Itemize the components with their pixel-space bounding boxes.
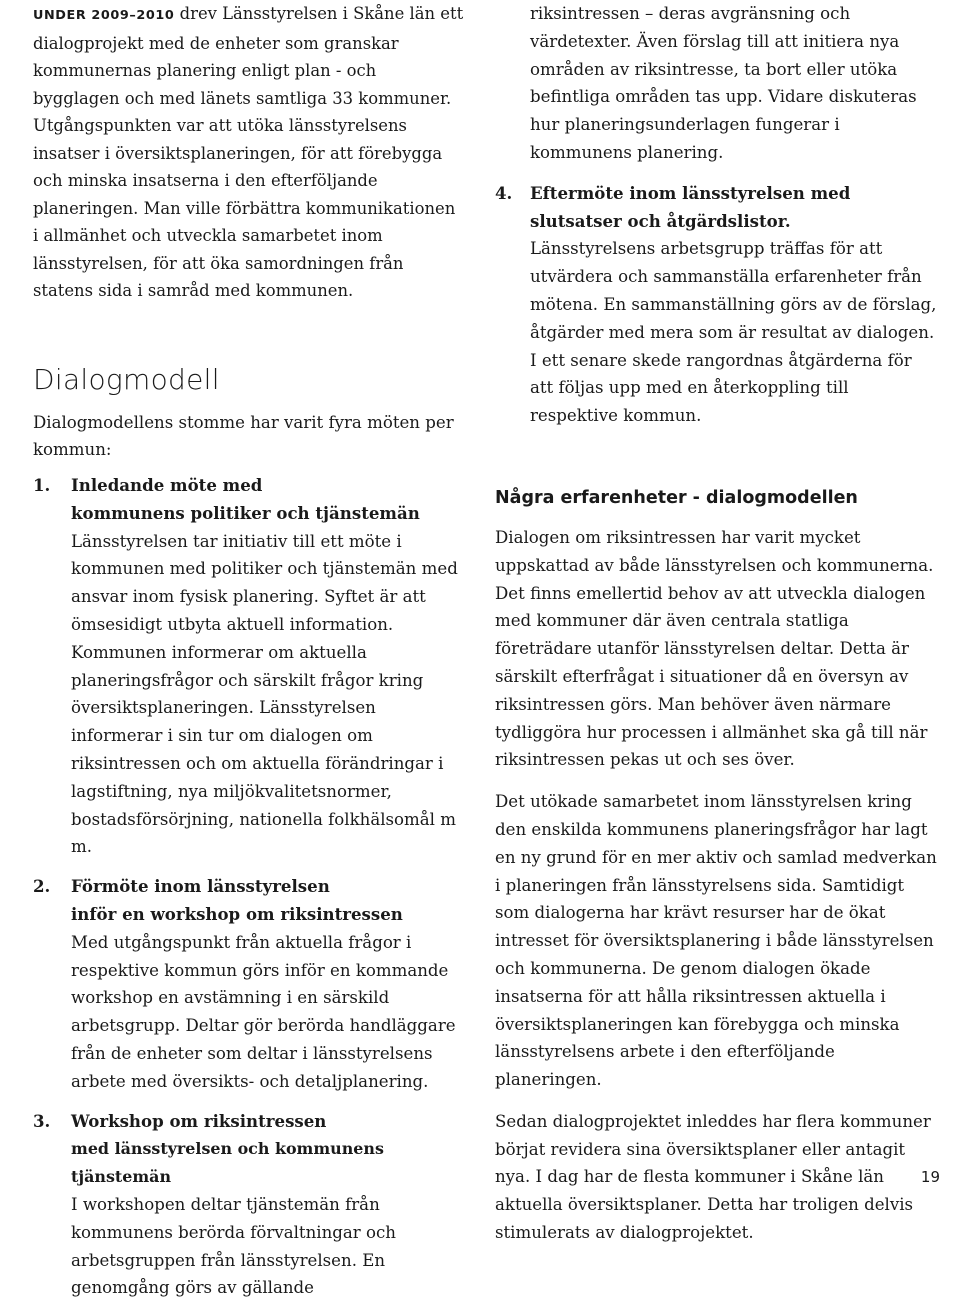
item-title [71,1108,465,1191]
model-item-2 [33,873,465,1095]
item-title-line: Workshop om riksintressen [71,1110,327,1131]
item-title-line: med länsstyrelsen och kommunens tjänstemän [71,1139,384,1187]
item-number: 1. [33,475,51,496]
erfarenheter-paragraph-2: Det utökade samarbetet inom länsstyrelsen kring den enskilda kommunens planeringsfrågor har lagt en ny grund för en mer aktiv och samlad medverkan i planeringen från länsstyrelsens sida. Samtidigt som dialogerna har krävt resurser har de ökat intresset för översiktsplanering i både länsstyrelsen och kommunerna. De genom dialogen ökade insatserna för att hålla riksintressen aktuella i översiktsplaneringen kan förebygga och minska länsstyrelsens arbete i den efterföljande planeringen. [495,792,937,1090]
left-column [33,0,465,1302]
item-body: I workshopen deltar tjänstemän från kommunens berörda förvaltningar och arbetsgruppen från länsstyrelsen. En genomgång görs av gällande [71,1195,396,1298]
item-number: 2. [33,876,51,897]
item-title-line: Inledande möte med [71,475,263,496]
model-item-3 [33,1108,465,1302]
item-body: Länsstyrelsens arbetsgrupp träffas för att utvärdera och sammanställa erfarenheter från mötena. En sammanställning görs av de förslag, åtgärder med mera som är resultat av dialogen. I ett senare skede rangordnas åtgärderna för att följas upp med en återkoppling till respektive kommun. [530,239,937,426]
page-number: 19 [920,1168,940,1186]
intro-text: drev Länsstyrelsen i Skåne län ett dialogprojekt med de enheter som granskar kommunernas planering enligt plan - och bygglagen och med länets samtliga 33 kommuner. Utgångspunkten var att utöka länsstyrelsens insatser i översiktsplaneringen, för att förebygga och minska insatserna i den efterföljande planeringen. Man ville förbättra kommunikationen i allmänhet och utveckla samarbetet inom länsstyrelsen, för att öka samordningen från statens sida i samråd med kommunen. [33,4,464,300]
item-number: 4. [495,182,513,203]
section-heading-dialogmodell: Dialogmodell [33,362,220,396]
section-heading-erfarenheter: Några erfarenheter - dialogmodellen [495,487,858,508]
intro-paragraph [33,0,465,305]
item-title [71,472,465,528]
item-number: 3. [33,1110,51,1131]
item-3-continued: riksintressen – deras avgränsning och värdetexter. Även förslag till att initiera nya områden av riksintresse, ta bort eller utöka befintliga områden tas upp. Vidare diskuteras hur planeringsunderlagen fungerar i kommunens planering. [530,4,917,162]
erfarenheter-paragraph-1: Dialogen om riksintressen har varit mycket uppskattad av både länsstyrelsen och kommunerna. Det finns emellertid behov av att utveckla dialogen med kommuner där även centrala statliga företrädare utanför länsstyrelsen deltar. Detta är särskilt efterfrågat i situationer då en översyn av riksintressen görs. Man behöver även närmare tydliggöra hur processen i allmänhet ska gå till när riksintressen pekas ut och ses över. [495,527,934,770]
item-title [71,873,465,929]
intro-label: UNDER 2009–2010 [33,8,175,23]
item-body: Med utgångspunkt från aktuella frågor i respektive kommun görs inför en kommande workshop en avstämning i en särskild arbetsgrupp. Deltar gör berörda handläggare från de enheter som deltar i länsstyrelsens arbete med översikts- och detaljplanering. [71,932,456,1091]
item-title-line: inför en workshop om riksintressen [71,904,403,925]
item-title-line: Förmöte inom länsstyrelsen [71,876,330,897]
item-title: Eftermöte inom länsstyrelsen med slutsatser och åtgärdslistor. [530,182,851,231]
dialogmodell-lead: Dialogmodellens stomme har varit fyra möten per kommun: [33,412,454,460]
model-item-4 [495,180,937,430]
erfarenheter-paragraph-3: Sedan dialogprojektet inleddes har flera kommuner börjat revidera sina översiktsplaner eller antagit nya. I dag har de flesta kommuner i Skåne län aktuella översiktsplaner. Detta har troligen delvis stimulerats av dialogprojektet. [495,1111,931,1243]
item-body: Länsstyrelsen tar initiativ till ett möte i kommunen med politiker och tjänstemän med ansvar inom fysisk planering. Syftet är att ömsesidigt utbyta aktuell information. Kommunen informerar om aktuella planeringsfrågor och särskilt frågor kring översiktsplaneringen. Länsstyrelsen informerar i sin tur om dialogen om riksintressen och om aktuella förändringar i lagstiftning, nya miljökvalitetsnormer, bostadsförsörjning, nationella folkhälsomål m m. [71,531,458,857]
item-title-line: kommunens politiker och tjänstemän [71,502,420,523]
right-column [495,0,937,1247]
model-item-1 [33,472,465,861]
